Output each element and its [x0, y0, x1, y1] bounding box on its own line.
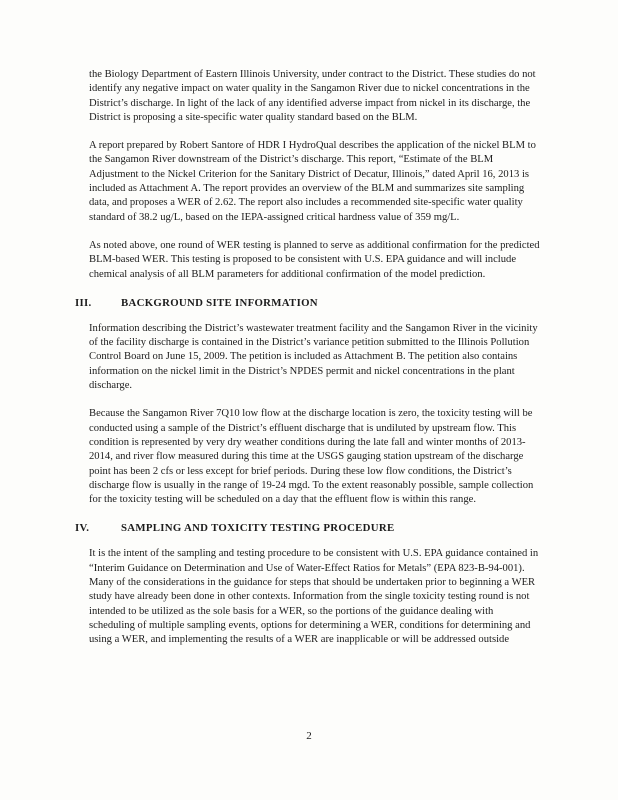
- section-title: BACKGROUND SITE INFORMATION: [121, 296, 318, 309]
- page-number: 2: [306, 730, 312, 742]
- paragraph-sampling-intent: It is the intent of the sampling and testing procedure to be consistent with U.S. EPA guidance contained in “Interim Guidance on Determination and Use of Water-Effect Ratios for Metals” (EPA 823-B-94-001). Many of the considerations in the guidance for steps that should be undertaken prior to beginning a WER study have already been done in other contexts. Information from the single toxicity testing round is not intended to be utilized as the sole basis for a WER, so the portions of the guidance dealing with scheduling of multiple sampling events, options for determining a WER, conditions for determining and using a WER, and implementing the results of a WER are inapplicable or will be addressed outside: [89, 548, 539, 646]
- section-title: SAMPLING AND TOXICITY TESTING PROCEDURE: [121, 522, 395, 535]
- paragraph-santore-report: A report prepared by Robert Santore of HDR I HydroQual describes the application of the nickel BLM to the Sangamon River downstream of the District’s discharge. This report, “Estimate of the BLM Adjustment to the Nickel Criterion for the Sanitary District of Decatur, Illinois,” dated April 16, 2013 is included as Attachment A. The report provides an overview of the BLM and summarizes site sampling data, and proposes a WER of 2.62. The report also includes a recommended site-specific water quality standard of 38.2 ug/L, based on the IEPA-assigned critical hardness value of 359 mg/L.: [89, 140, 536, 223]
- paragraph-low-flow: Because the Sangamon River 7Q10 low flow at the discharge location is zero, the toxicity testing will be conducted using a sample of the District’s effluent discharge that is undiluted by upstream flow. This condition is represented by very dry weather conditions during the late fall and winter months of 2013-2014, and river flow measured during this time at the USGS gauging station upstream of the discharge point has been 2 cfs or less except for brief periods. During these low flow conditions, the District’s discharge flow is usually in the range of 19-24 mgd. To the extent reasonably possible, sample collection for the toxicity testing will be scheduled on a day that the effluent flow is within this range.: [89, 408, 534, 506]
- paragraph-wer-testing: As noted above, one round of WER testing is planned to serve as additional confirmation for the predicted BLM-based WER. This testing is proposed to be consistent with U.S. EPA guidance and will include chemical analysis of all BLM parameters for additional confirmation of the model prediction.: [89, 239, 540, 280]
- paragraph-facility-info: Information describing the District’s wastewater treatment facility and the Sangamon River in the vicinity of the facility discharge is contained in the District’s variance petition submitted to the Illinois Pollution Control Board on June 15, 2009. The petition is included as Attachment B. The petition also contains information on the nickel limit in the District’s NPDES permit and nickel concentrations in the plant discharge.: [89, 322, 538, 392]
- section-heading-background: [75, 296, 541, 310]
- section-number: III.: [75, 296, 92, 309]
- section-heading-sampling: [75, 521, 541, 535]
- section-number: IV.: [75, 522, 90, 535]
- paragraph-blm-studies: the Biology Department of Eastern Illinois University, under contract to the District. These studies do not identify any negative impact on water quality in the Sangamon River due to nickel concentrations in the District’s discharge. In light of the lack of any identified adverse impact from nickel in its discharge, the District is proposing a site-specific water quality standard based on the BLM.: [89, 69, 536, 123]
- page-body: [75, 68, 541, 662]
